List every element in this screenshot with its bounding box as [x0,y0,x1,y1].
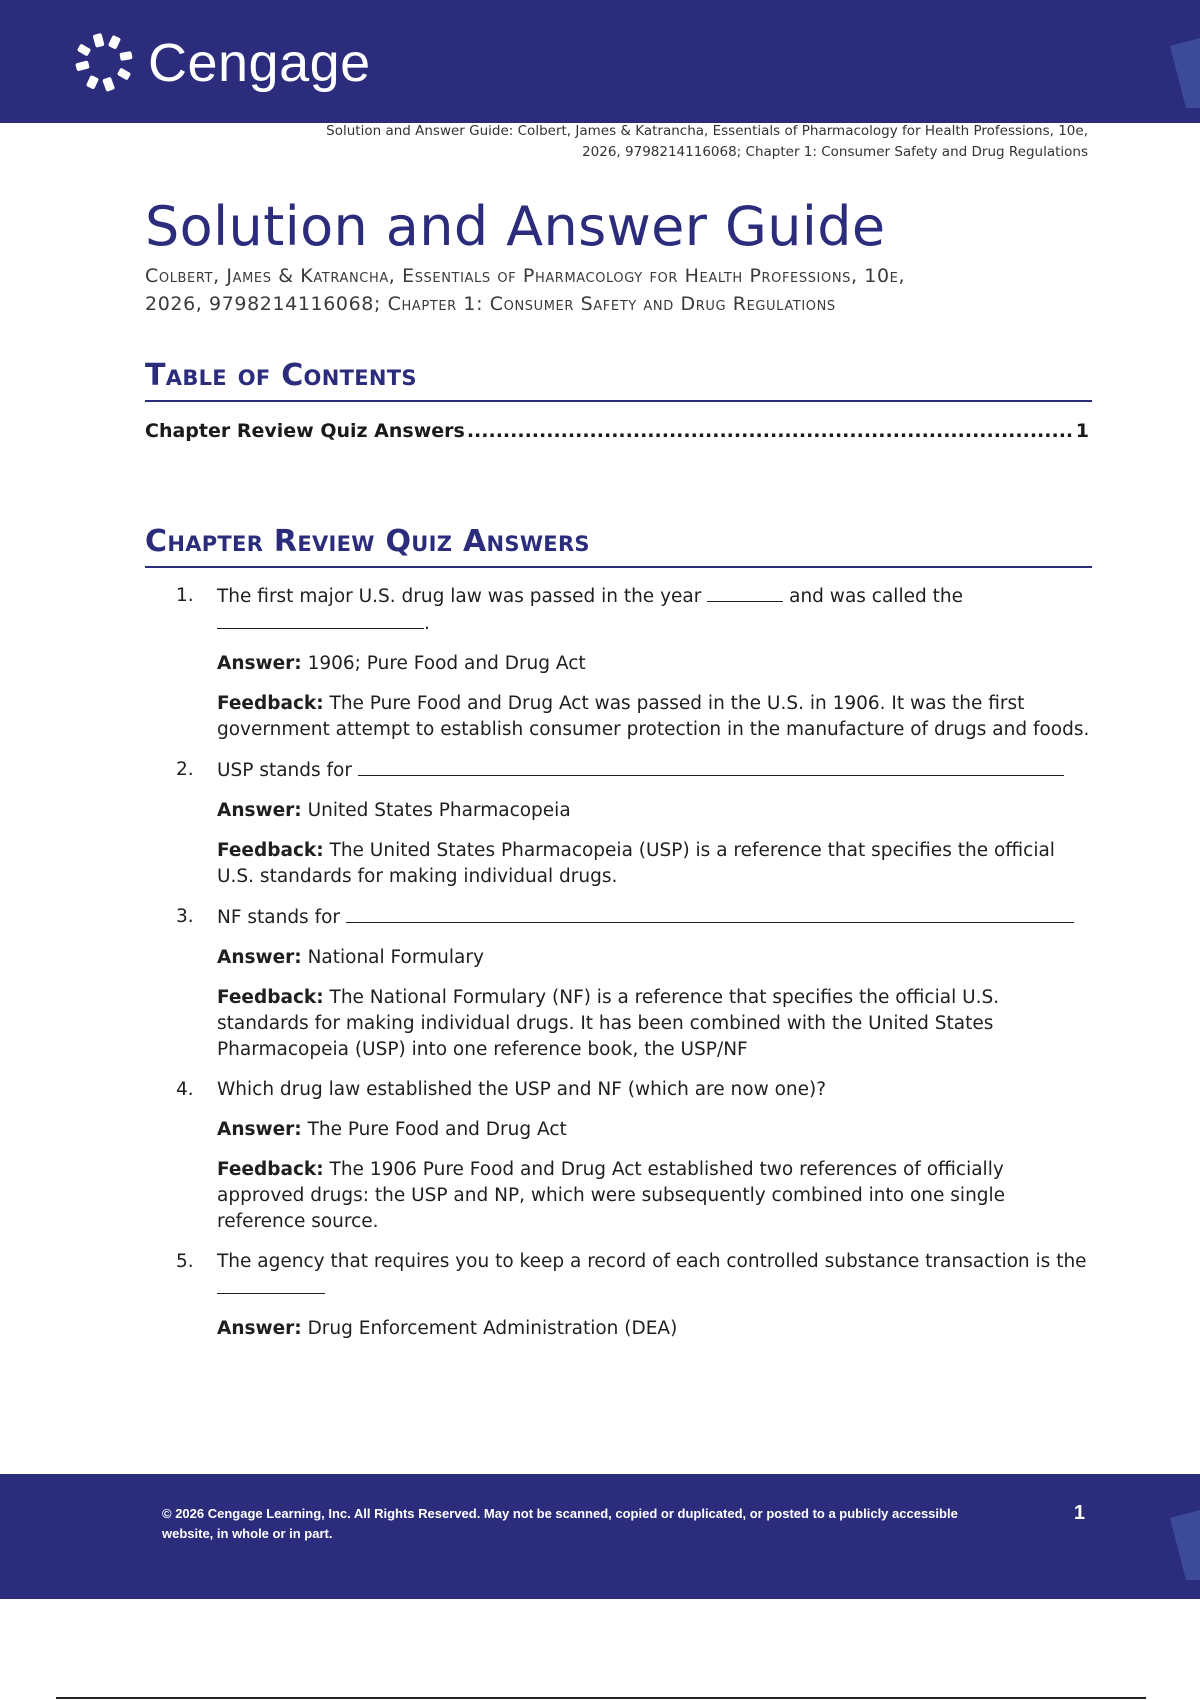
quiz-question-1 [176,583,1096,743]
feedback [217,691,1096,743]
question-text-part-1: USP stands for [217,760,352,781]
document-subtitle-line-1: Colbert, James & Katrancha, Essentials of Pharmacology for Health Professions, 10e, [145,265,906,287]
answer-blank [346,904,1074,923]
feedback-text: The United States Pharmacopeia (USP) is a reference that specifies the official U.S. standards for making individual drugs. [217,840,1055,887]
quiz-question-3 [176,904,1096,1063]
question-number: 3. [176,906,194,927]
toc-entry-page: 1 [1075,420,1089,442]
page-number: 1 [1073,1502,1085,1524]
question-text-part-1: The agency that requires you to keep a record of each controlled substance transaction is the [217,1251,1087,1272]
feedback-label: Feedback: [217,840,324,861]
question-number: 4. [176,1079,194,1100]
brand-name: Cengage [148,33,371,93]
answer [217,798,1096,824]
toc-entry-chapter-review-quiz-answers[interactable] [145,418,1089,444]
question-text [217,904,1096,931]
answer-text: The Pure Food and Drug Act [307,1119,567,1140]
copyright-notice: © 2026 Cengage Learning, Inc. All Rights Reserved. May not be scanned, copied or duplicated, or posted to a publicly accessible website, in whole or in part. [162,1506,958,1541]
answer-text: Drug Enforcement Administration (DEA) [307,1318,678,1339]
toc-heading: Table of Contents [145,356,1092,402]
feedback-label: Feedback: [217,987,324,1008]
answer-text: National Formulary [307,947,484,968]
feedback-label: Feedback: [217,1159,324,1180]
question-text [217,1249,1096,1302]
page-bottom-rule [56,1697,1146,1699]
question-text [217,757,1096,784]
running-header-line-2: 2026, 9798214116068; Chapter 1: Consumer Safety and Drug Regulations [582,144,1088,160]
document-subtitle-line-2: 2026, 9798214116068; Chapter 1: Consumer Safety and Drug Regulations [145,293,836,315]
quiz-question-2 [176,757,1096,890]
page-footer [0,1474,1200,1599]
quiz-question-5 [176,1249,1096,1342]
quiz-question-4 [176,1077,1096,1235]
answer [217,651,1096,677]
answer-blank [217,1275,325,1294]
document-title: Solution and Answer Guide [145,195,886,258]
top-banner [0,0,1200,123]
cengage-burst-icon [74,32,136,94]
feedback-text: The 1906 Pure Food and Drug Act established two references of officially approved drugs: the USP and NP, which were subsequently combined into one single reference source. [217,1159,1006,1232]
feedback-label: Feedback: [217,693,324,714]
feedback-text: The Pure Food and Drug Act was passed in the U.S. in 1906. It was the first government attempt to establish consumer protection in the manufacture of drugs and foods. [217,693,1090,740]
question-text [217,583,1096,637]
question-number: 5. [176,1251,194,1272]
question-text: Which drug law established the USP and NF (which are now one)? [217,1079,827,1100]
question-number: 1. [176,585,194,606]
running-header [148,121,1088,163]
cengage-logo[interactable] [74,32,371,94]
answer-label: Answer: [217,1318,302,1339]
answer-text: United States Pharmacopeia [307,800,571,821]
answer [217,945,1096,971]
question-text-part-1: NF stands for [217,907,341,928]
question-text-part-1: The first major U.S. drug law was passed in the year [217,586,702,607]
question-number: 2. [176,759,194,780]
answer-label: Answer: [217,800,302,821]
running-header-line-1: Solution and Answer Guide: Colbert, James & Katrancha, Essentials of Pharmacology for Health Professions, 10e, [326,123,1088,139]
quiz-heading: Chapter Review Quiz Answers [145,522,1092,568]
answer-text: 1906; Pure Food and Drug Act [307,653,586,674]
answer [217,1316,1096,1342]
question-text-part-2: and was called the [789,586,963,607]
toc-leader-dots [467,418,1074,444]
feedback [217,838,1096,890]
corner-accent-shape [1166,1510,1200,1580]
corner-accent-shape [1166,38,1200,108]
document-subtitle [145,262,1095,318]
answer-blank [217,610,424,629]
quiz-question-list [176,583,1096,1356]
answer-label: Answer: [217,653,302,674]
answer-blank [707,583,783,602]
answer [217,1117,1096,1143]
answer-label: Answer: [217,1119,302,1140]
answer-label: Answer: [217,947,302,968]
toc-entry-label: Chapter Review Quiz Answers [145,420,465,442]
feedback [217,985,1096,1063]
feedback [217,1157,1096,1235]
feedback-text: The National Formulary (NF) is a reference that specifies the official U.S. standards for making individual drugs. It has been combined with the United States Pharmacopeia (USP) into one reference book, the USP/NF [217,987,1000,1060]
question-text-end: . [424,613,430,634]
answer-blank [358,757,1064,776]
